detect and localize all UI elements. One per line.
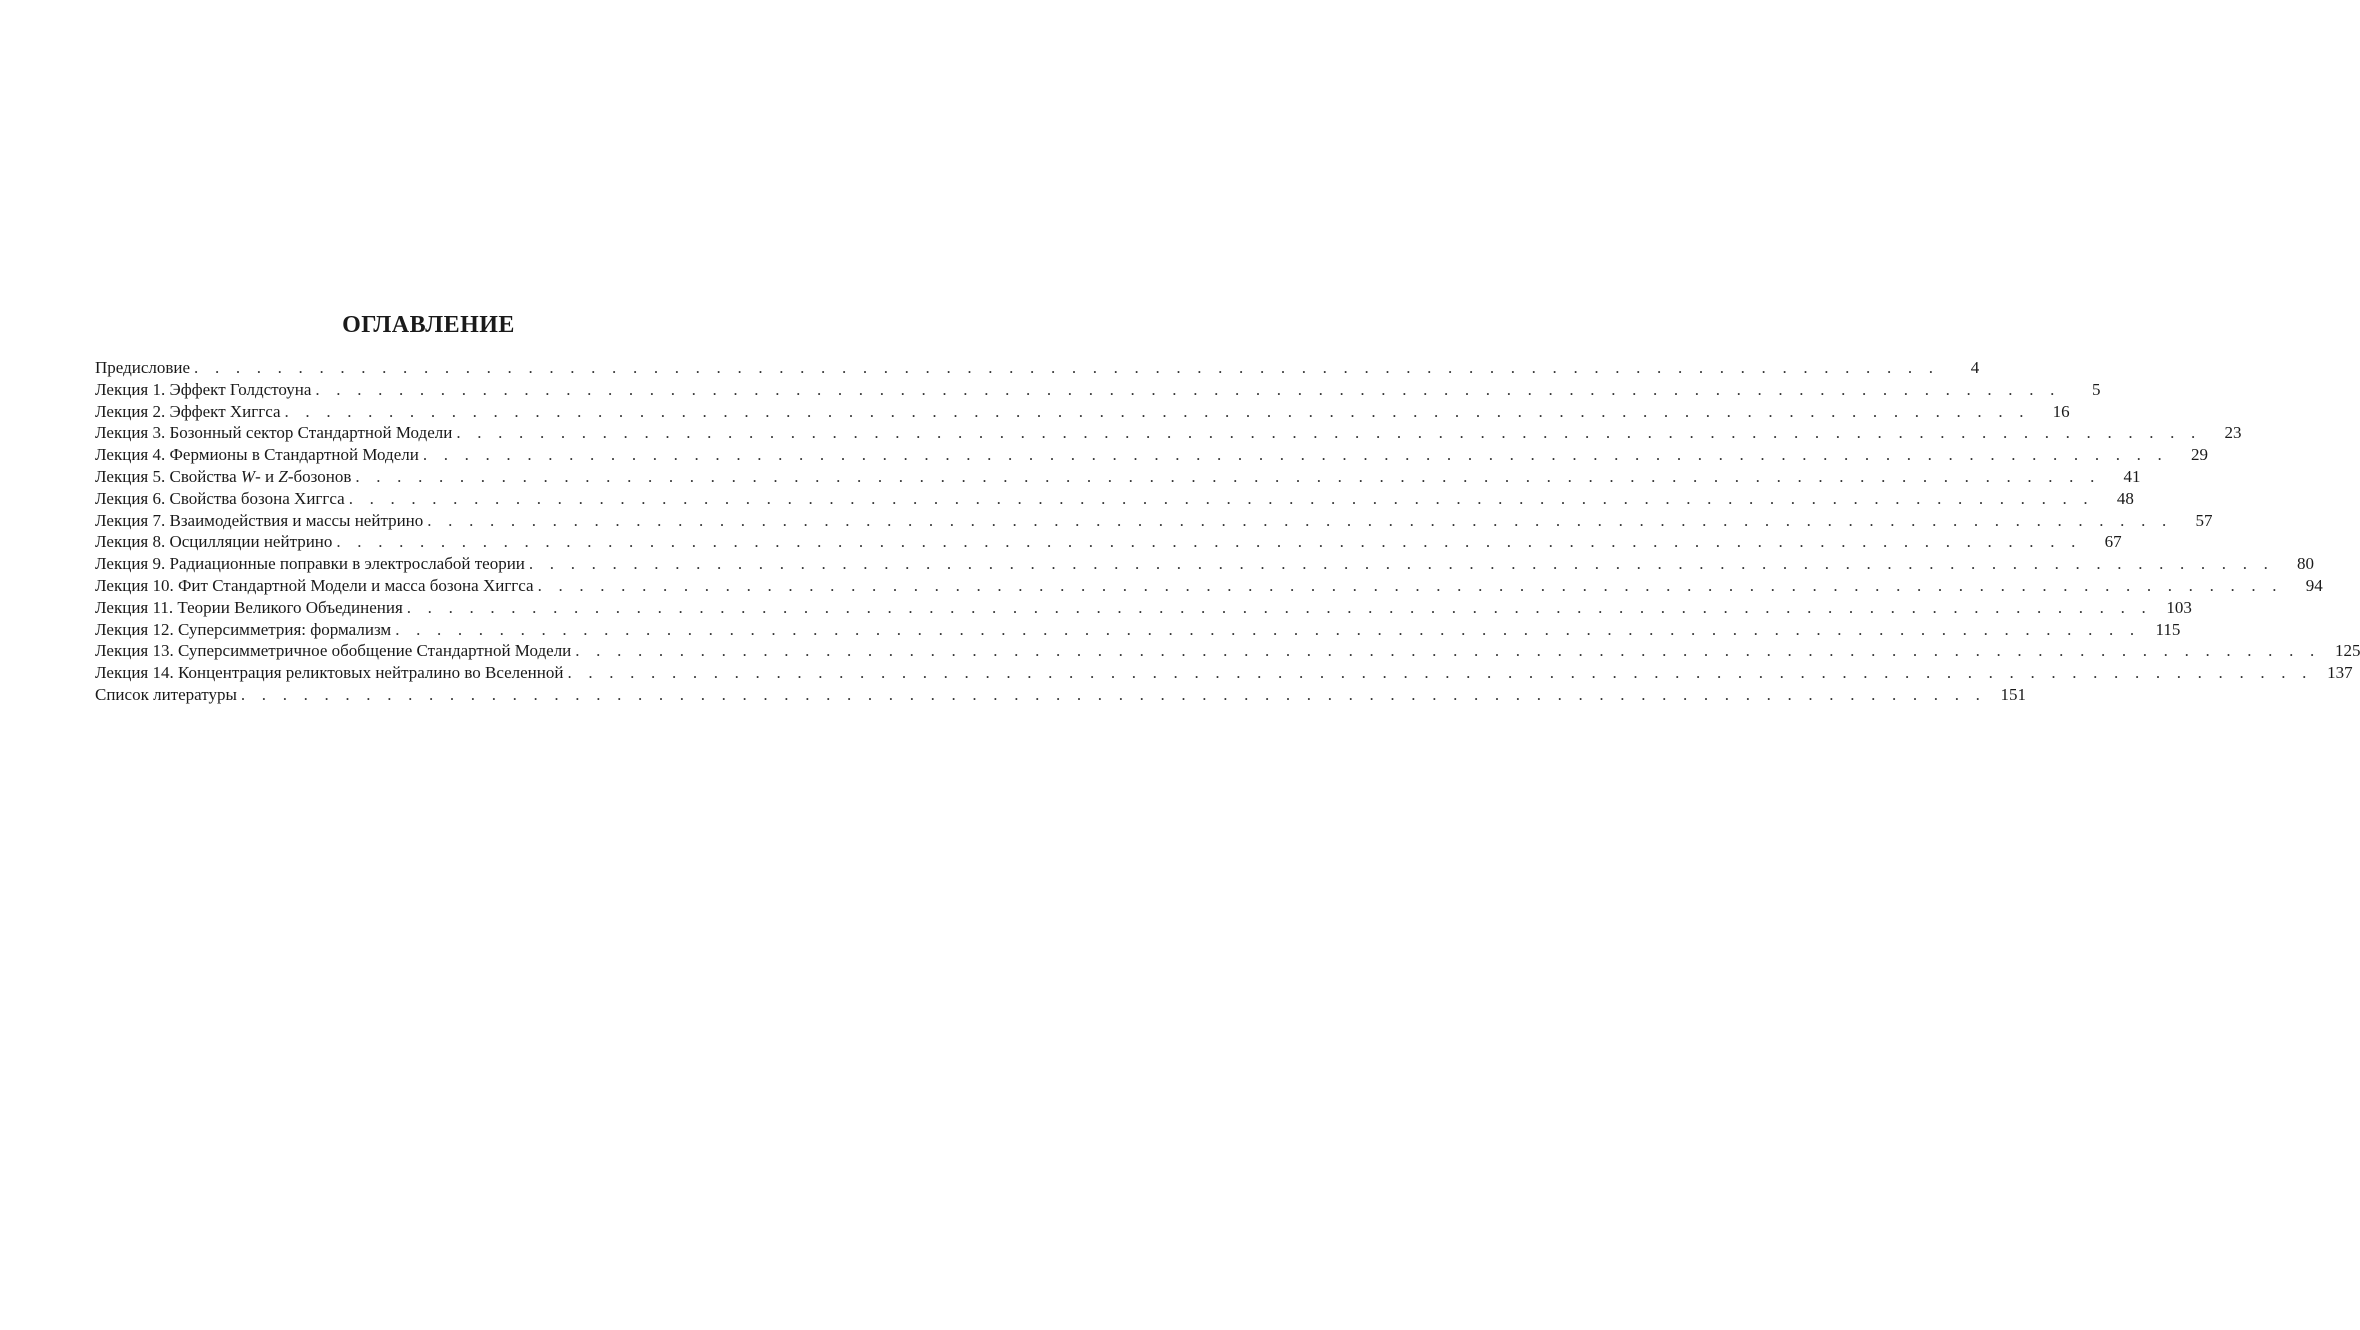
toc-label-text: Лекция 5. Свойства [95,466,241,486]
toc-page-number: 23 [2224,423,2242,443]
toc-entry-label: Список литературы [95,684,237,704]
toc-dot-leader: . . . . . . . . . . . . . . . . . . . . . . . . . . . . . . . . . . . . . . . . . . . . . . . . . . . . . . . . . . . . . . . . . . . . . . . . . . . . . . . . . . . . [567,663,2313,683]
toc-entry-label: Лекция 10. Фит Стандартной Модели и масса бозона Хиггса [95,575,534,595]
toc-entry-label: Лекция 9. Радиационные поправки в электрослабой теории [95,554,525,574]
toc-entry-label: Лекция 8. Осцилляции нейтрино [95,532,333,552]
w-boson-symbol: W [240,466,256,486]
toc-entry-label: Лекция 7. Взаимодействия и массы нейтрино [95,510,424,530]
toc-page-number: 67 [2104,532,2122,552]
toc-entry-label: Предисловие [95,358,191,377]
toc-page-number: 80 [2297,554,2315,574]
toc-page-number: 103 [2166,597,2192,617]
toc-dot-leader: . . . . . . . . . . . . . . . . . . . . . . . . . . . . . . . . . . . . . . . . . . . . . . . . . . . . . . . . . . . . . . . . . . . . . . . . . . . . . . . . . . . . [422,445,2168,465]
toc-page-number: 4 [1970,358,1980,377]
toc-entry-label: Лекция 2. Эффект Хиггса [95,401,281,421]
toc-entry-label [95,466,355,488]
toc-dot-leader: . . . . . . . . . . . . . . . . . . . . . . . . . . . . . . . . . . . . . . . . . . . . . . . . . . . . . . . . . . . . . . . . . . . . . . . . . . . . . . . . . . . . [395,619,2141,639]
toc-page-number: 125 [2334,641,2360,661]
toc-entry-label: Лекция 11. Теории Великого Объединения [95,597,403,617]
toc-dot-leader: . . . . . . . . . . . . . . . . . . . . . . . . . . . . . . . . . . . . . . . . . . . . . . . . . . . . . . . . . . . . . . . . . . . . . . . . . . . . . . . . . . . . [348,488,2094,508]
toc-dot-leader: . . . . . . . . . . . . . . . . . . . . . . . . . . . . . . . . . . . . . . . . . . . . . . . . . . . . . . . . . . . . . . . . . . . . . . . . . . . . . . . . . . . . [315,379,2061,399]
toc-page-number: 48 [2116,488,2134,508]
toc-entry[interactable] [95,401,2070,423]
toc-entry[interactable] [95,619,2181,641]
toc-entry-label: Лекция 6. Свойства бозона Хиггса [95,488,345,508]
toc-page-number: 29 [2190,445,2208,465]
toc-label-text: -бозонов [287,466,352,486]
toc-dot-leader: . . . . . . . . . . . . . . . . . . . . . . . . . . . . . . . . . . . . . . . . . . . . . . . . . . . . . . . . . . . . . . . . . . . . . . . . . . . . . . . . . . . . [456,423,2202,443]
toc-page-number: 94 [2305,575,2323,595]
toc-dot-leader: . . . . . . . . . . . . . . . . . . . . . . . . . . . . . . . . . . . . . . . . . . . . . . . . . . . . . . . . . . . . . . . . . . . . . . . . . . . . . . . . . . . . [575,641,2321,661]
toc-entry[interactable] [95,597,2192,619]
toc-entry[interactable] [95,510,2213,532]
toc-dot-leader: . . . . . . . . . . . . . . . . . . . . . . . . . . . . . . . . . . . . . . . . . . . . . . . . . . . . . . . . . . . . . . . . . . . . . . . . . . . . . . . . . . . . [240,684,1987,704]
toc-entry[interactable] [95,379,2101,401]
toc-list [95,357,2360,706]
toc-dot-leader: . . . . . . . . . . . . . . . . . . . . . . . . . . . . . . . . . . . . . . . . . . . . . . . . . . . . . . . . . . . . . . . . . . . . . . . . . . . . . . . . . . . . [355,466,2101,486]
toc-title: ОГЛАВЛЕНИЕ [342,312,515,338]
toc-entry[interactable] [95,466,2141,488]
toc-dot-leader: . . . . . . . . . . . . . . . . . . . . . . . . . . . . . . . . . . . . . . . . . . . . . . . . . . . . . . . . . . . . . . . . . . . . . . . . . . . . . . . . . . . . [406,597,2152,617]
toc-page-number: 57 [2195,510,2213,530]
toc-page-number: 16 [2052,401,2070,421]
toc-entry[interactable] [95,662,2353,684]
toc-entry[interactable] [95,444,2208,466]
toc-entry[interactable] [95,575,2323,597]
toc-dot-leader: . . . . . . . . . . . . . . . . . . . . . . . . . . . . . . . . . . . . . . . . . . . . . . . . . . . . . . . . . . . . . . . . . . . . . . . . . . . . . . . . . . . . [537,575,2283,595]
toc-dot-leader: . . . . . . . . . . . . . . . . . . . . . . . . . . . . . . . . . . . . . . . . . . . . . . . . . . . . . . . . . . . . . . . . . . . . . . . . . . . . . . . . . . . . [427,510,2173,530]
toc-dot-leader: . . . . . . . . . . . . . . . . . . . . . . . . . . . . . . . . . . . . . . . . . . . . . . . . . . . . . . . . . . . . . . . . . . . . . . . . . . . . . . . . . . . . [336,532,2082,552]
toc-page-number: 151 [2000,684,2027,704]
toc-page-number: 137 [2327,663,2353,683]
toc-dot-leader: . . . . . . . . . . . . . . . . . . . . . . . . . . . . . . . . . . . . . . . . . . . . . . . . . . . . . . . . . . . . . . . . . . . . . . . . . . . . . . . . . . . . [528,554,2275,574]
z-boson-symbol: Z [278,466,288,486]
toc-entry[interactable] [95,488,2134,510]
toc-dot-leader: . . . . . . . . . . . . . . . . . . . . . . . . . . . . . . . . . . . . . . . . . . . . . . . . . . . . . . . . . . . . . . . . . . . . . . . . . . . . . . . . . . . . [194,358,1940,377]
toc-entry[interactable] [95,422,2242,444]
toc-entry-label: Лекция 12. Суперсимметрия: формализм [95,619,392,639]
toc-entry-label: Лекция 1. Эффект Голдстоуна [95,379,312,399]
toc-entry[interactable] [95,640,2360,662]
toc-page-number: 41 [2123,466,2141,486]
toc-dot-leader: . . . . . . . . . . . . . . . . . . . . . . . . . . . . . . . . . . . . . . . . . . . . . . . . . . . . . . . . . . . . . . . . . . . . . . . . . . . . . . . . . . . . [284,401,2030,421]
toc-entry[interactable] [95,684,2027,706]
toc-entry[interactable] [95,357,1980,379]
toc-page-number: 115 [2155,619,2181,639]
toc-entry[interactable] [95,553,2315,575]
toc-label-text: - и [255,466,279,486]
toc-entry-label: Лекция 4. Фермионы в Стандартной Модели [95,445,419,465]
toc-entry-label: Лекция 3. Бозонный сектор Стандартной Модели [95,423,453,443]
toc-entry[interactable] [95,531,2122,553]
toc-entry-label: Лекция 14. Концентрация реликтовых нейтралино во Вселенной [95,663,564,683]
toc-entry-label: Лекция 13. Суперсимметричное обобщение Стандартной Модели [95,641,572,661]
toc-page-number: 5 [2092,379,2101,399]
